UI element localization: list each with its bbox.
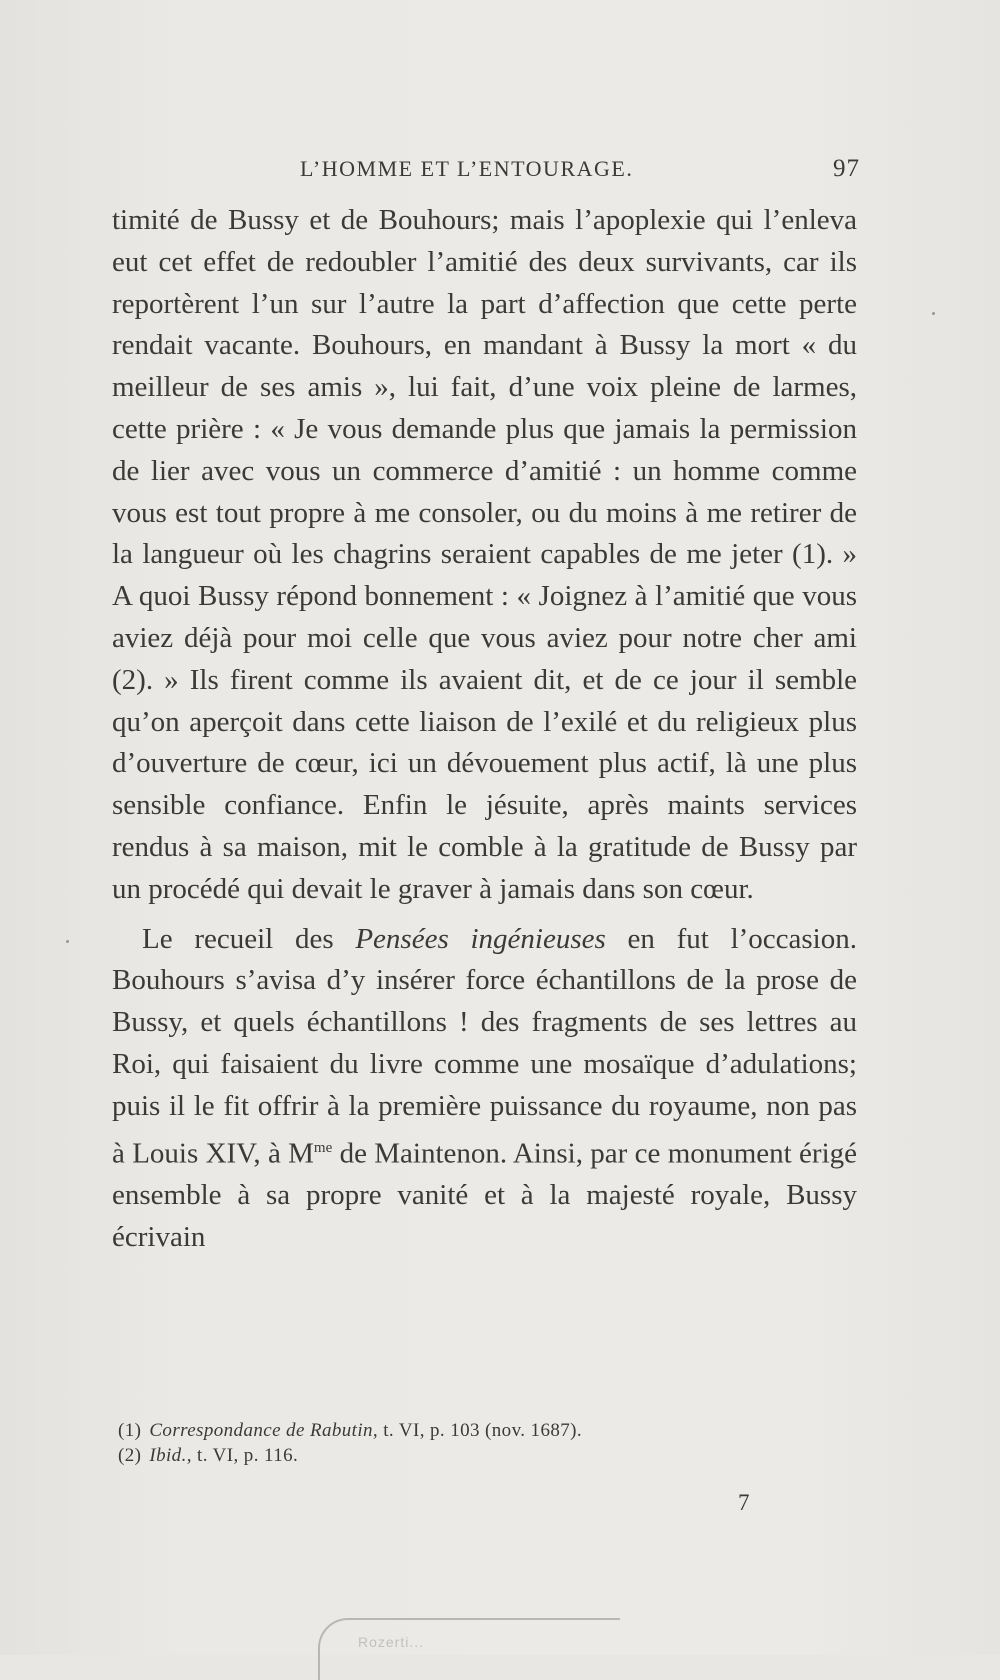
footnote-1 xyxy=(118,1418,818,1443)
paragraph-2-end: de Maintenon. Ainsi, par ce monument érigé ensemble à sa propre vanité et à la majesté royale, Bussy écrivain xyxy=(112,1137,858,1253)
paragraph-1 xyxy=(112,200,857,911)
paragraph-2-lead: Le recueil des xyxy=(142,922,356,955)
footnote-source: Correspondance de Rabutin, xyxy=(149,1420,379,1441)
footnotes xyxy=(118,1418,818,1468)
speck-mark xyxy=(932,312,935,315)
footnote-2 xyxy=(118,1443,818,1468)
paragraph-2-text: en fut l’occasion. Bouhours s’avisa d’y insérer force échantillons de la prose de Bussy, et quels échantillons ! des fragments de ses lettres au Roi, qui faisaient du livre comme une mosaïque d’adulations; puis il le fit offrir à la première puissance du royaume, non pas à Louis XIV, à M xyxy=(112,922,857,1170)
page-number: 97 xyxy=(833,155,860,182)
speck-mark xyxy=(66,940,69,943)
paragraph-1-text: timité de Bussy et de Bouhours; mais l’apoplexie qui l’enleva eut cet effet de redoubler l’amitié des deux survivants, car ils reportèrent l’un sur l’autre la part d’affection que cette perte rendait vacante. Bouhours, en mandant à Bussy la mort « du meilleur de ses amis », lui fait, d’une voix pleine de larmes, cette prière : « Je vous demande plus que jamais la permission de lier avec vous un commerce d’amitié : un homme comme vous est tout propre à me consoler, ou du moins à me retirer de la langueur où les chagrins seraient capables de me jeter (1). » A quoi Bussy répond bonnement : « Joignez à l’amitié que vous aviez déjà pour moi celle que vous aviez pour notre cher ami (2). » Ils firent comme ils avaient dit, et de ce jour il semble qu’on aperçoit dans cette liaison de l’exilé et du religieux plus d’ouverture de cœur, ici un dévouement plus actif, là une plus sensible confiance. Enfin le jésuite, après maints services rendus à sa maison, mit le comble à la gratitude de Bussy par un procédé qui devait le graver à jamais dans son cœur. xyxy=(112,204,857,905)
stamp-text: Rozerti... xyxy=(358,1634,425,1650)
running-title: L’HOMME ET L’ENTOURAGE. xyxy=(300,156,634,181)
library-stamp xyxy=(318,1618,620,1680)
footnote-reference: t. VI, p. 103 (nov. 1687). xyxy=(378,1420,583,1441)
body-text xyxy=(112,200,857,1259)
footnote-number: (2) xyxy=(118,1445,142,1466)
footnote-source: Ibid., xyxy=(149,1445,192,1466)
footnote-number: (1) xyxy=(118,1420,142,1441)
title-abbreviation-superscript: me xyxy=(313,1139,333,1156)
running-head xyxy=(300,155,860,183)
book-title: Pensées ingénieuses xyxy=(355,922,606,955)
footnote-reference: t. VI, p. 116. xyxy=(191,1445,299,1466)
paragraph-2 xyxy=(112,919,857,1259)
signature-mark: 7 xyxy=(738,1490,750,1515)
